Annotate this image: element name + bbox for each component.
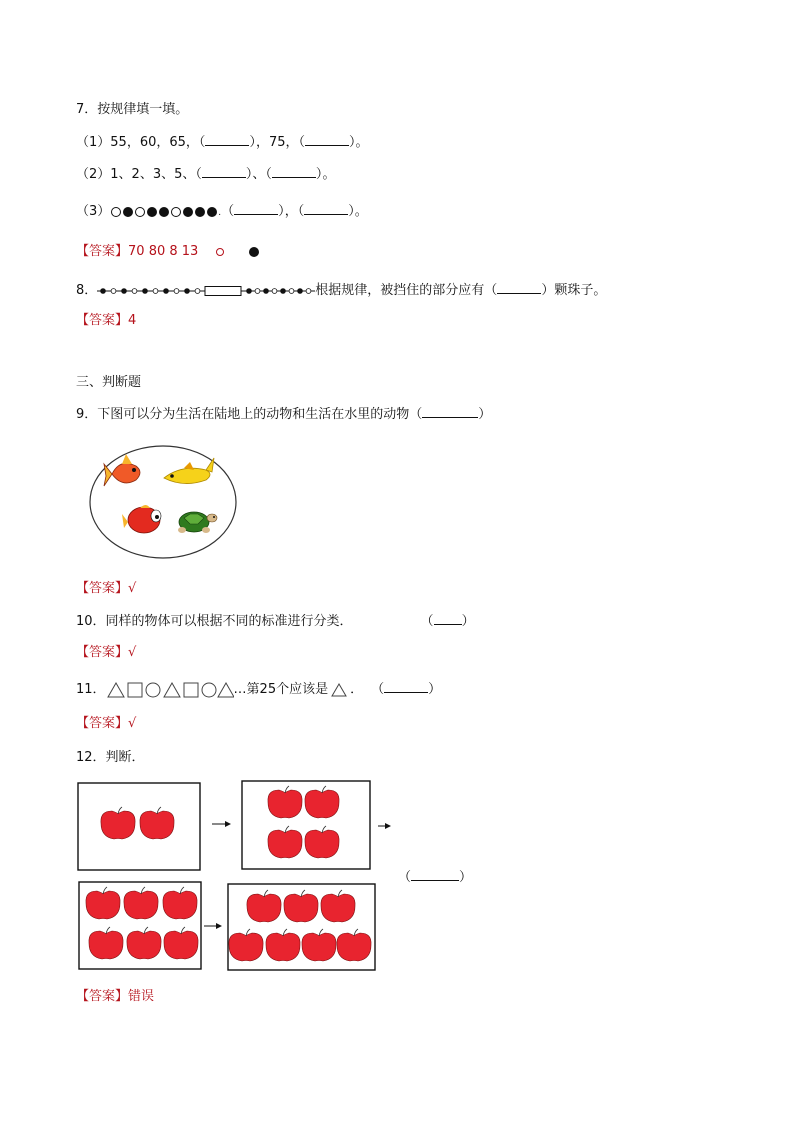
paren-open: （ (420, 614, 434, 629)
filled-bead-icon (281, 288, 286, 293)
q9-answer (76, 580, 136, 598)
triangle-icon (331, 683, 347, 697)
bead-string-icon (97, 285, 315, 297)
answer-label: 【答案】 (76, 716, 129, 731)
apple-icon (266, 929, 300, 961)
empty-bead-icon (289, 288, 294, 293)
empty-bead-icon (111, 288, 116, 293)
empty-circle-icon (135, 207, 145, 217)
apple-icon (163, 887, 197, 919)
q7-sub1 (76, 133, 369, 152)
paren-open: （ (484, 283, 498, 298)
paren-open: （ (265, 167, 272, 182)
apple-icon (305, 786, 339, 818)
answer-label: 【答案】 (76, 313, 129, 328)
q12-answer (76, 988, 154, 1006)
apple-icon (127, 927, 161, 959)
q9 (76, 405, 491, 424)
empty-bead-icon (195, 288, 200, 293)
filled-circle-icon (159, 207, 169, 217)
filled-circle-icon (195, 207, 205, 217)
filled-circle-icon (207, 207, 217, 217)
q7-sub2-prefix: （2）1、2、3、5、 (76, 167, 196, 182)
paren-open: （ (409, 407, 423, 422)
q10-answer (76, 644, 136, 662)
apple-icon (140, 807, 174, 839)
filled-bead-icon (101, 288, 106, 293)
q7-sub3-sep: ， (284, 204, 298, 219)
q9-answer-text: √ (128, 581, 137, 596)
q9-blank[interactable] (422, 405, 478, 418)
q8-text: 根据规律，被挡住的部分应有 (315, 283, 485, 298)
animals-oval-image (88, 444, 240, 560)
q11-blank[interactable] (384, 680, 428, 693)
apple-icon (247, 890, 281, 922)
paren-open: （ (298, 135, 305, 150)
answer-label: 【答案】 (76, 581, 129, 596)
q8-prefix: 8． (76, 283, 98, 298)
paren-open: （ (297, 204, 305, 219)
filled-bead-icon (247, 288, 252, 293)
apple-icon (164, 927, 198, 959)
filled-bead-icon (298, 288, 303, 293)
apple-icon (268, 826, 302, 858)
box-6-apples (79, 882, 201, 969)
q7-sub3-blank2[interactable] (304, 202, 348, 215)
q7-sub1-sep: ，75， (255, 135, 299, 150)
apple-icon (302, 929, 336, 961)
q11-prefix: 11． (76, 682, 106, 697)
paren-close: ） (278, 204, 285, 219)
paren-close: ） (349, 135, 356, 150)
paren-open: （ (198, 135, 206, 150)
filled-circle-icon (123, 207, 133, 217)
paren-close: ） (478, 407, 492, 422)
answer-empty-circle-icon (216, 248, 224, 256)
filled-circle-icon (183, 207, 193, 217)
q10-text: 10．同样的物体可以根据不同的标准进行分类． (76, 614, 353, 629)
paren-open: （ (371, 682, 385, 697)
apple-icon (268, 786, 302, 818)
q11 (76, 680, 441, 699)
q8-blank[interactable] (497, 281, 541, 294)
box-2-apples (78, 783, 200, 870)
apple-icon (89, 927, 123, 959)
apple-icon (229, 929, 263, 961)
answer-label: 【答案】 (76, 645, 129, 660)
empty-bead-icon (306, 288, 311, 293)
q7-sub1-end: 。 (355, 135, 369, 150)
q7-sub2-blank1[interactable] (202, 165, 246, 178)
q7-sub2-sep: 、 (252, 167, 266, 182)
q11-end: ． (350, 682, 364, 697)
q7-sub3: （3） .（ ），（ ）。 (76, 204, 368, 219)
q7-sub3-blank1[interactable] (234, 202, 278, 215)
apple-icon (86, 887, 120, 919)
q10-answer-text: √ (128, 645, 137, 660)
q11-text: …第25个应该是 (233, 682, 329, 697)
section-title: 三、判断题 (76, 375, 142, 390)
shape-sequence-icon (106, 682, 234, 698)
q7-sub2-blank2[interactable] (272, 165, 316, 178)
filled-bead-icon (164, 288, 169, 293)
filled-bead-icon (264, 288, 269, 293)
q12-title: 12．判断． (76, 750, 145, 765)
empty-circle-icon (111, 207, 121, 217)
filled-bead-icon (185, 288, 190, 293)
q12-answer-text: 错误 (128, 989, 155, 1004)
apple-icon (321, 890, 355, 922)
q7-sub3-end: 。 (354, 204, 368, 219)
q8-end: 颗珠子。 (554, 283, 607, 298)
paren-close: ） (428, 682, 442, 697)
paren-close: ） (461, 614, 475, 629)
q11-answer (76, 715, 136, 733)
q7-answer (76, 243, 259, 261)
circle-pattern (110, 204, 218, 219)
box-4-apples (242, 781, 370, 869)
paren-close: ） (348, 204, 355, 219)
filled-bead-icon (122, 288, 127, 293)
answer-label: 【答案】 (76, 989, 129, 1004)
apple-icon (305, 826, 339, 858)
paren-open: （ (398, 870, 412, 885)
answer-label: 【答案】 (76, 244, 129, 259)
empty-bead-icon (153, 288, 158, 293)
q9-text: 9．下图可以分为生活在陆地上的动物和生活在水里的动物 (76, 407, 410, 422)
empty-circle-icon (171, 207, 181, 217)
q7-sub1-prefix: （1）55，60，65， (76, 135, 199, 150)
paren-close: ） (249, 135, 256, 150)
q12-paren (398, 868, 472, 887)
apple-icon (124, 887, 158, 919)
box-7-apples (228, 884, 375, 970)
q8 (76, 281, 606, 300)
paren-close: ） (315, 167, 323, 182)
q8-answer-text: 4 (128, 313, 137, 328)
filled-circle-icon (147, 207, 157, 217)
q11-answer-text: √ (128, 716, 137, 731)
q7-sub1-blank1[interactable] (205, 133, 249, 146)
q7-title: 7．按规律填一填。 (76, 102, 189, 117)
empty-bead-icon (255, 288, 260, 293)
apple-icon (284, 890, 318, 922)
paren-open: （ (195, 167, 202, 182)
q10-blank[interactable] (434, 612, 462, 625)
paren-close: ） (245, 167, 253, 182)
q7-answer-text: 70 80 8 13 (128, 244, 199, 259)
paren-close: ） (541, 283, 555, 298)
empty-bead-icon (174, 288, 179, 293)
empty-bead-icon (272, 288, 277, 293)
apple-icon (337, 929, 371, 961)
paren-open: （ (221, 204, 235, 219)
q7-sub1-blank2[interactable] (305, 133, 349, 146)
answer-filled-circle-icon (249, 247, 259, 257)
filled-bead-icon (143, 288, 148, 293)
apple-icon (101, 807, 135, 839)
q7-sub2-end: 。 (322, 167, 336, 182)
q8-answer (76, 312, 136, 330)
paren-close: ） (459, 870, 473, 885)
q7-sub2 (76, 165, 335, 184)
q7-sub3-prefix: （3） (76, 204, 111, 219)
q10 (76, 612, 475, 631)
q12-blank[interactable] (411, 868, 459, 881)
empty-bead-icon (132, 288, 137, 293)
